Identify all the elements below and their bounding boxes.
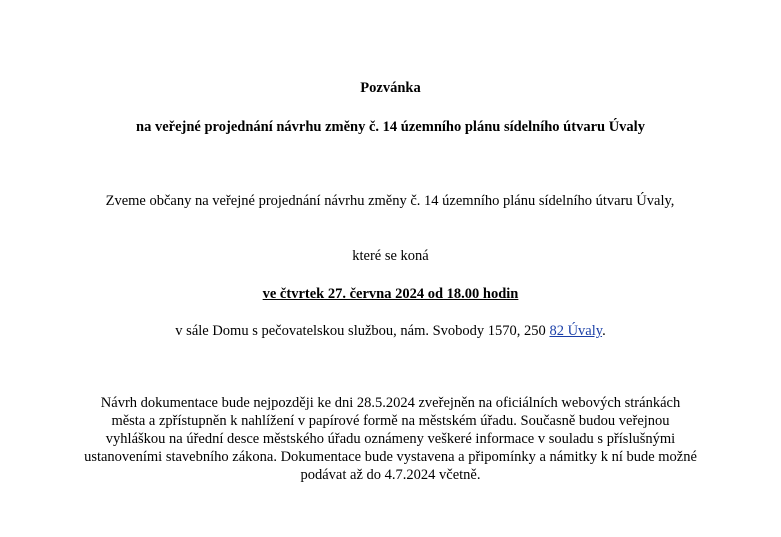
- venue-town-link[interactable]: 82 Úvaly: [549, 323, 603, 339]
- document-subtitle: na veřejné projednání návrhu změny č. 14 územního plánu sídelního útvaru Úvaly: [136, 119, 645, 135]
- notice-paragraph: Návrh dokumentace bude nejpozději ke dni 28.5.2024 zveřejněn na oficiálních webových stránkách města a zpřístupněn k nahlížení v papírové formě na městském úřadu. Současně budou veřejnou vyhláškou na úřední desce městského úřadu oznámeny veškeré informace v souladu s příslušnými ustanoveními stavebního zákona. Dokumentace bude vystavena a připomínky a námitky k ní bude možné podávat až do 4.7.2024 včetně.: [84, 395, 697, 483]
- document-title: Pozvánka: [360, 80, 421, 96]
- held-text: které se koná: [352, 248, 429, 264]
- venue-end: .: [602, 323, 606, 339]
- event-date: ve čtvrtek 27. června 2024 od 18.00 hodin: [262, 286, 519, 302]
- venue-address: v sále Domu s pečovatelskou službou, nám. Svobody 1570, 250: [175, 323, 546, 339]
- invitation-paragraph: Zveme občany na veřejné projednání návrhu změny č. 14 územního plánu sídelního útvaru Úvaly,: [105, 193, 675, 209]
- venue-line: [0, 322, 781, 340]
